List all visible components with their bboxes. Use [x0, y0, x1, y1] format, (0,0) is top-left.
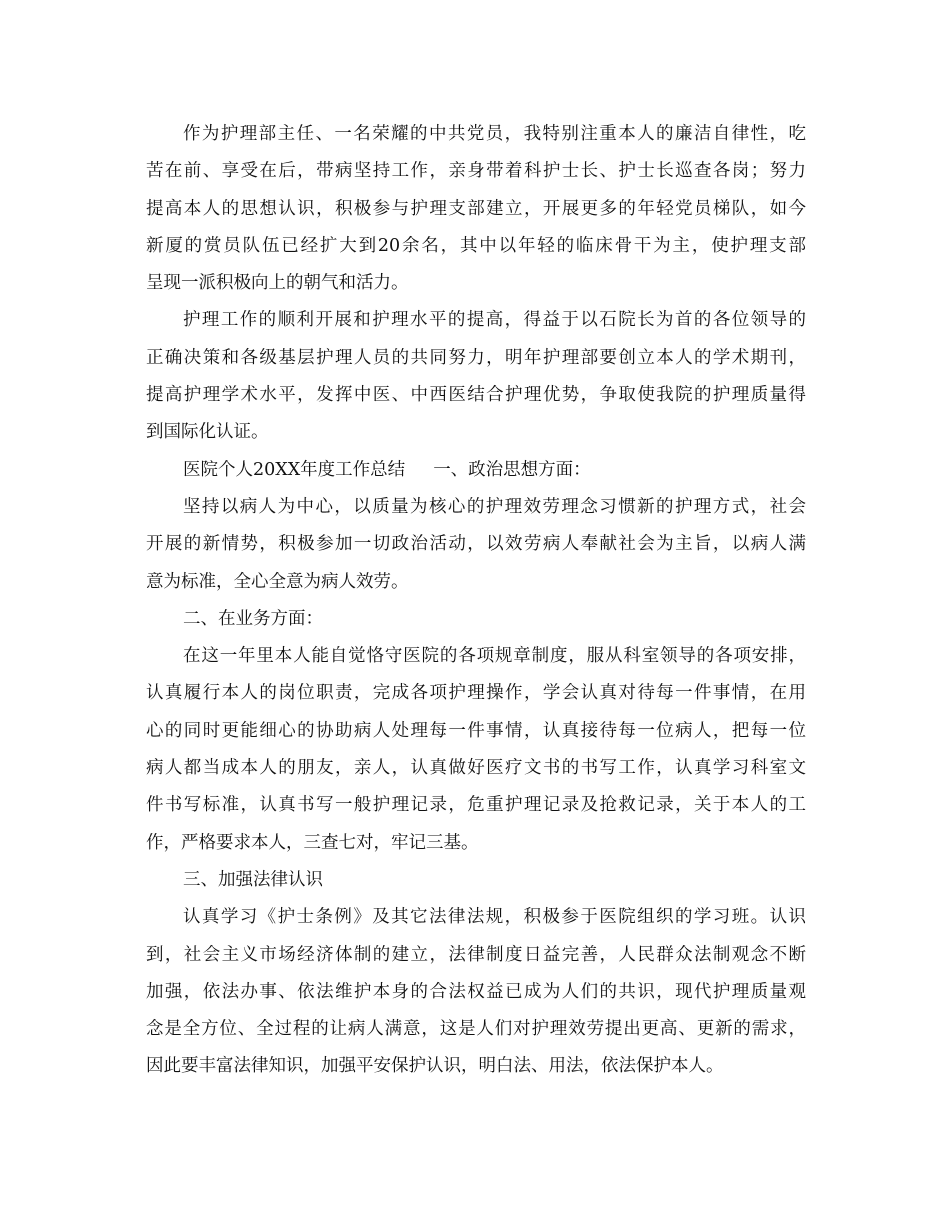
paragraph-1-line-5: 呈现一派积极向上的朝气和活力。 [146, 273, 409, 294]
paragraph-4-line-2: 认真履行本人的岗位职责，完成各项护理操作，学会认真对待每一件事情，在用 [146, 683, 806, 704]
paragraph-1-line-3: 提高本人的思想认识，积极参与护理支部建立，开展更多的年轻党员梯队，如今 [146, 198, 806, 219]
paragraph-2-line-3: 提高护理学术水平，发挥中医、中西医结合护理优势，争取使我院的护理质量得 [146, 385, 806, 406]
section-law-heading: 三、加强法律认识 [183, 869, 323, 890]
paragraph-4-line-3: 心的同时更能细心的协助病人处理每一件事情，认真接待每一位病人，把每一位 [146, 720, 806, 741]
paragraph-5-line-4: 念是全方位、全过程的让病人满意，这是人们对护理效劳提出更高、更新的需求， [146, 1019, 806, 1040]
paragraph-3-line-3: 意为标准，全心全意为病人效劳。 [146, 571, 409, 592]
report-heading [146, 452, 806, 489]
paragraph-5-line-1: 认真学习《护士条例》及其它法律法规，积极参于医院组织的学习班。认识 [183, 907, 806, 928]
paragraph-3-line-1: 坚持以病人为中心，以质量为核心的护理效劳理念习惯新的护理方式，社会 [183, 496, 806, 517]
report-title: 医院个人20XX年度工作总结 [183, 459, 406, 480]
paragraph-1-line-1: 作为护理部主任、一名荣耀的中共党员，我特别注重本人的廉洁自律性，吃 [183, 124, 806, 144]
paragraph-4-line-6: 作，严格要求本人，三查七对，牢记三基。 [146, 832, 479, 853]
paragraph-3-line-2: 开展的新情势，积极参加一切政治活动，以效劳病人奉献社会为主旨，以病人满 [146, 534, 806, 555]
paragraph-5-line-3: 加强，依法办事、依法维护本身的合法权益已成为人们的共识，现代护理质量观 [146, 981, 806, 1002]
document-body [146, 116, 806, 1086]
paragraph-1-line-4: 新厦的赏员队伍已经扩大到20余名，其中以年轻的临床骨干为主，使护理支部 [146, 235, 806, 256]
paragraph-4-line-5: 件书写标准，认真书写一般护理记录，危重护理记录及抢救记录，关于本人的工 [146, 795, 806, 816]
paragraph-4-line-4: 病人都当成本人的朋友，亲人，认真做好医疗文书的书写工作，认真学习科室文 [146, 758, 806, 779]
section-business-heading: 二、在业务方面： [183, 608, 323, 629]
section-political-heading: 一、政治思想方面： [433, 459, 591, 480]
paragraph-1-line-2: 苦在前、享受在后，带病坚持工作，亲身带着科护士长、护士长巡查各岗；努力 [146, 161, 806, 182]
paragraph-5-line-5: 因此要丰富法律知识，加强平安保护认识，明白法、用法，依法保护本人。 [146, 1056, 724, 1077]
paragraph-2-line-2: 正确决策和各级基层护理人员的共同努力，明年护理部要创立本人的学术期刊， [146, 347, 806, 368]
paragraph-5-line-2: 到，社会主义市场经济体制的建立，法律制度日益完善，人民群众法制观念不断 [146, 944, 806, 965]
paragraph-4-line-1: 在这一年里本人能自觉恪守医院的各项规章制度，服从科室领导的各项安排， [183, 646, 806, 667]
paragraph-2-line-1: 护理工作的顺利开展和护理水平的提高，得益于以石院长为首的各位领导的 [183, 310, 806, 331]
paragraph-2-line-4: 到国际化认证。 [146, 422, 269, 443]
